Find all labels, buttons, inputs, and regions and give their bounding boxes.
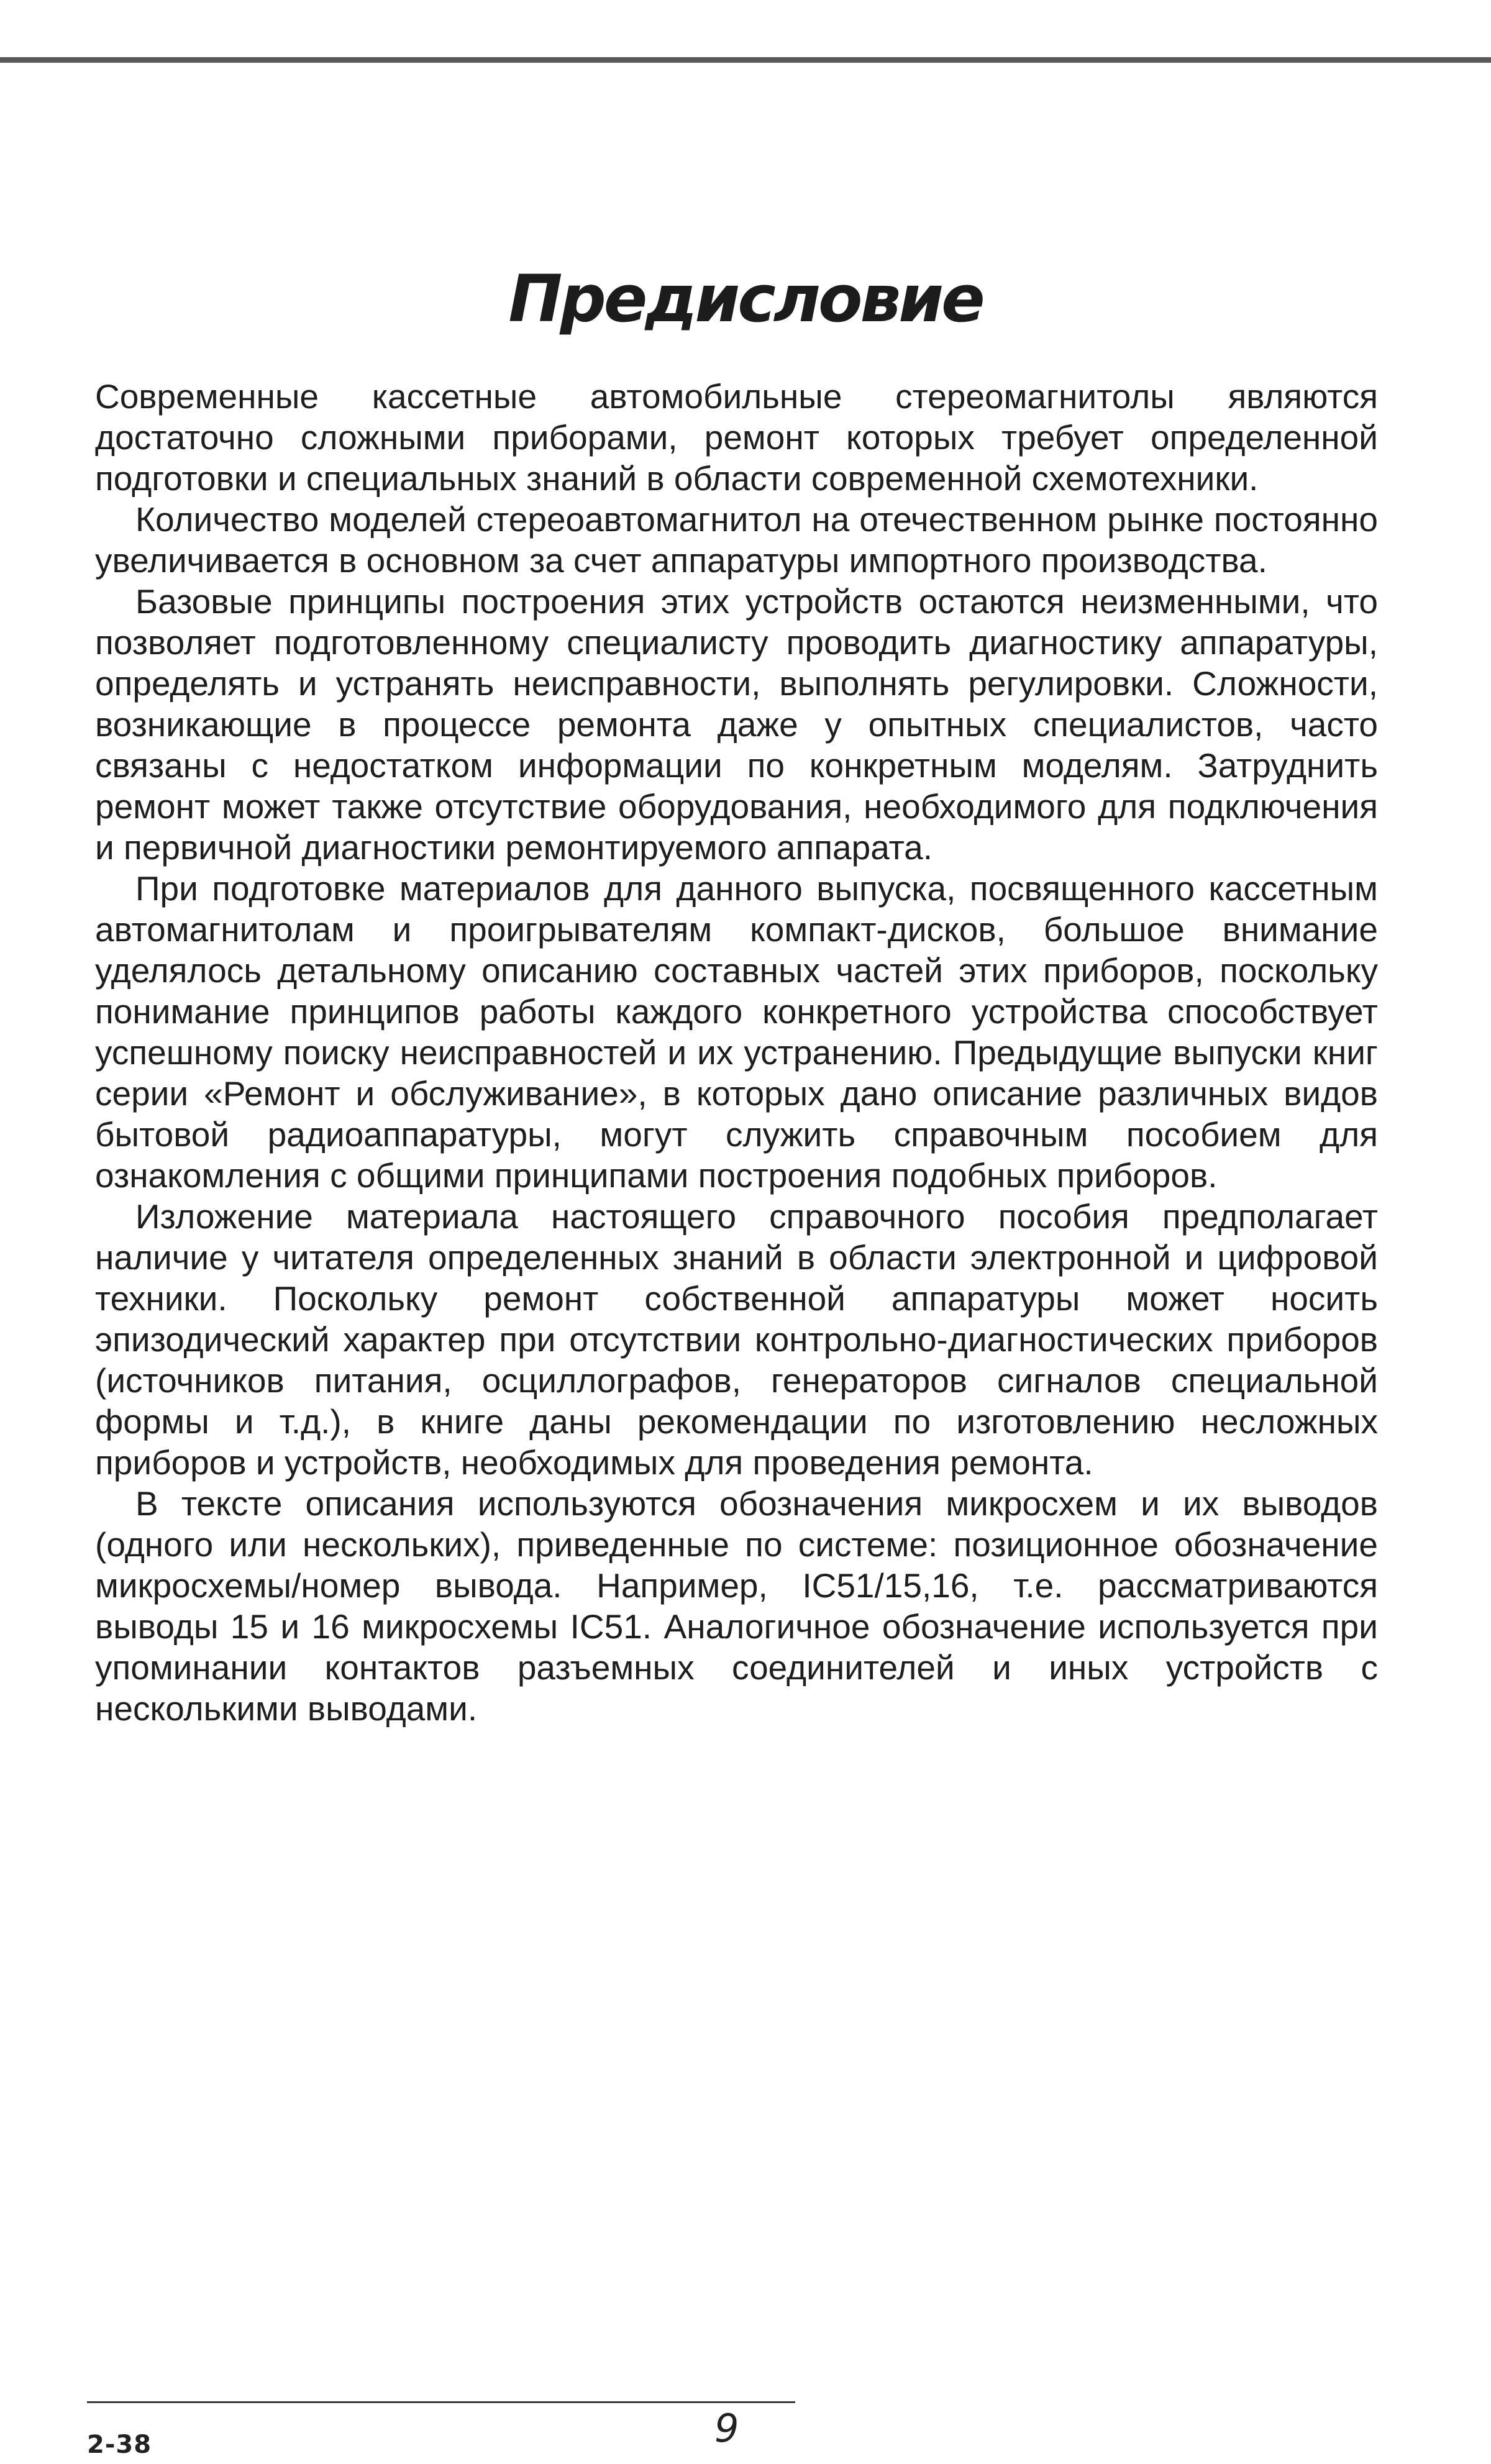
signature-mark: 2-38: [87, 2430, 152, 2459]
footer-rule: [87, 2401, 795, 2403]
paragraph-1: Современные кассетные автомобильные стереомагнитолы являются достаточно сложными приборами, ремонт которых требует определенной подготовки и специальных знаний в области современной схемотехники.: [95, 377, 1378, 498]
body-text: [95, 376, 1378, 1729]
page-title: Предисловие: [508, 261, 983, 337]
paragraph-2: Количество моделей стереоавтомагнитол на отечественном рынке постоянно увеличивается в основном за счет аппаратуры импортного производства.: [95, 500, 1378, 580]
top-rule: [0, 57, 1491, 63]
paragraph-4: При подготовке материалов для данного выпуска, посвященного кассетным автомагнитолам и проигрывателям компакт-дисков, большое внимание уделялось детальному описанию составных частей этих приборов, поскольку понимание принципов работы каждого конкретного устройства способствует успешному поиску неисправностей и их устранению. Предыдущие выпуски книг серии «Ремонт и обслуживание», в которых дано описание различных видов бытовой радиоаппаратуры, могут служить справочным пособием для ознакомления с общими принципами построения подобных приборов.: [95, 869, 1378, 1195]
paragraph-6: В тексте описания используются обозначения микросхем и их выводов (одного или нескольких), приведенные по системе: позиционное обозначение микросхемы/номер вывода. Например, IC51/15,16, т.е. рассматриваются выводы 15 и 16 микросхемы IC51. Аналогичное обозначение используется при упоминании контактов разъемных соединителей и иных устройств с несколькими выводами.: [95, 1484, 1378, 1728]
paragraph-3: Базовые принципы построения этих устройств остаются неизменными, что позволяет подготовленному специалисту проводить диагностику аппаратуры, определять и устранять неисправности, выполнять регулировки. Сложности, возникающие в процессе ремонта даже у опытных специалистов, часто связаны с недостатком информации по конкретным моделям. Затруднить ремонт может также отсутствие оборудования, необходимого для подключения и первичной диагностики ремонтируемого аппарата.: [95, 582, 1378, 867]
page-number: 9: [714, 2406, 739, 2451]
paragraph-5: Изложение материала настоящего справочного пособия предполагает наличие у читателя определенных знаний в области электронной и цифровой техники. Поскольку ремонт собственной аппаратуры может носить эпизодический характер при отсутствии контрольно-диагностических приборов (источников питания, осциллографов, генераторов сигналов специальной формы и т.д.), в книге даны рекомендации по изготовлению несложных приборов и устройств, необходимых для проведения ремонта.: [95, 1197, 1378, 1482]
